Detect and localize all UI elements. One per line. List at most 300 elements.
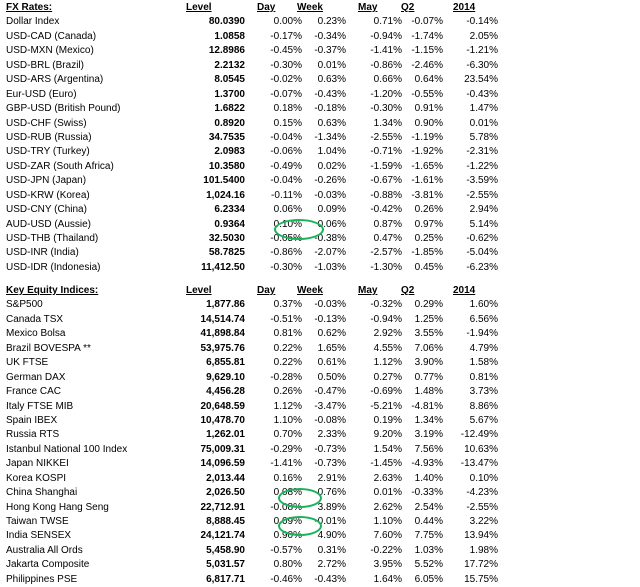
eq-q2-cell: 3.90% [414, 357, 443, 369]
fx-name-cell: USD-CHF (Swiss) [6, 117, 87, 129]
fx-ytd-cell: 5.14% [469, 218, 498, 230]
eq-q2-cell: 1.48% [414, 386, 443, 398]
fx-name-cell: USD-ARS (Argentina) [6, 74, 104, 86]
eq-may-cell: -1.45% [370, 458, 402, 470]
eq-name-cell: Taiwan TWSE [6, 516, 69, 527]
eq-level-cell: 6,817.71 [206, 573, 245, 585]
eq-q2-cell: 1.40% [414, 472, 443, 484]
fx-week-cell: 0.02% [317, 160, 346, 172]
table-row [6, 73, 634, 87]
table-row [6, 44, 634, 58]
eq-may-cell: -5.21% [370, 400, 402, 412]
fx-week-header: Week [297, 2, 323, 13]
fx-may-cell: -0.86% [370, 59, 402, 71]
table-row [6, 160, 634, 174]
fx-may-cell: 1.34% [373, 117, 402, 129]
table-row [6, 472, 634, 486]
eq-week-cell: 0.76% [317, 487, 346, 499]
eq-name-cell: Canada TSX [6, 313, 64, 325]
eq-q2-cell: 2.54% [414, 501, 443, 513]
fx-q2-cell: -0.55% [411, 88, 443, 100]
fx-q2-cell: -1.15% [411, 45, 443, 57]
eq-q2-cell: -0.33% [411, 487, 443, 499]
eq-name-cell: Mexico Bolsa [6, 328, 66, 340]
fx-level-cell: 2.0983 [214, 146, 245, 158]
eq-day-cell: 0.26% [273, 386, 302, 398]
eq-week-cell: 0.62% [317, 328, 346, 340]
fx-q2-cell: -1.61% [411, 175, 443, 187]
fx-day-cell: -0.86% [270, 247, 302, 259]
fx-may-cell: -1.20% [370, 88, 402, 100]
eq-level-cell: 2,026.50 [206, 487, 245, 499]
eq-q2-cell: 5.52% [414, 559, 443, 571]
table-row [6, 385, 634, 399]
fx-day-cell: -0.17% [270, 30, 302, 42]
fx-name-cell: AUD-USD (Aussie) [6, 218, 92, 230]
fx-day-cell: 0.18% [273, 103, 302, 115]
fx-week-cell: -0.26% [314, 175, 346, 187]
eq-week-cell: -0.43% [314, 573, 346, 585]
eq-week-cell: 1.65% [317, 342, 346, 354]
eq-name-cell: Russia RTS [6, 429, 60, 441]
table-row [6, 145, 634, 159]
fx-may-cell: -1.59% [370, 160, 402, 172]
fx-ytd-cell: -0.43% [466, 88, 498, 100]
eq-level-cell: 4,456.28 [206, 386, 245, 398]
fx-ytd-cell: -6.30% [466, 59, 498, 71]
fx-ytd-cell: 1.47% [469, 103, 498, 115]
eq-q2-cell: 7.06% [414, 342, 443, 354]
fx-name-cell: USD-RUB (Russia) [6, 131, 92, 143]
eq-may-cell: 1.54% [373, 443, 402, 455]
fx-q2-cell: 0.97% [414, 218, 443, 230]
eq-may-cell: 2.62% [373, 501, 402, 513]
table-row [6, 102, 634, 116]
fx-level-cell: 1.3700 [214, 88, 245, 100]
table-row [6, 232, 634, 246]
eq-level-cell: 8,888.45 [206, 516, 245, 527]
fx-week-cell: -0.43% [314, 88, 346, 100]
table-row [6, 117, 634, 131]
fx-q2-cell: 0.45% [414, 261, 443, 273]
eq-ytd-cell: 6.56% [469, 313, 498, 325]
fx-week-cell: 0.23% [317, 16, 346, 28]
eq-may-cell: 1.64% [373, 573, 402, 585]
eq-level-cell: 6,855.81 [206, 357, 245, 369]
fx-day-cell: 0.06% [273, 204, 302, 216]
eq-day-cell: 0.37% [273, 299, 302, 311]
equity-indices-table [6, 284, 634, 587]
fx-week-cell: -1.03% [314, 261, 346, 273]
eq-name-cell: UK FTSE [6, 357, 49, 369]
eq-day-cell: 0.09% [273, 516, 302, 527]
eq-level-header: Level [186, 285, 212, 296]
table-row [6, 457, 634, 471]
eq-rows [6, 298, 634, 587]
fx-level-cell: 34.7535 [208, 131, 245, 143]
fx-level-cell: 6.2334 [214, 204, 245, 216]
eq-ytd-cell: -13.47% [460, 458, 498, 470]
fx-week-cell: -0.37% [314, 45, 346, 57]
eq-week-cell: -0.47% [314, 386, 346, 398]
fx-may-cell: 0.87% [373, 218, 402, 230]
fx-q2-cell: 0.64% [414, 74, 443, 86]
eq-day-cell: -1.41% [270, 458, 302, 470]
fx-level-cell: 1.6822 [214, 103, 245, 115]
eq-day-cell: -0.57% [270, 544, 302, 556]
table-row [6, 189, 634, 203]
fx-q2-cell: -1.92% [411, 146, 443, 158]
eq-week-cell: -0.73% [314, 443, 346, 455]
fx-day-header: Day [257, 2, 276, 13]
eq-name-cell: Italy FTSE MIB [6, 400, 74, 412]
fx-ytd-cell: 0.01% [469, 117, 498, 129]
fx-day-cell: -0.30% [270, 59, 302, 71]
eq-week-cell: 2.33% [317, 429, 346, 441]
fx-name-cell: USD-THB (Thailand) [6, 233, 99, 244]
eq-week-cell: 2.72% [317, 559, 346, 571]
eq-q2-cell: 7.75% [414, 530, 443, 542]
eq-level-cell: 53,975.76 [200, 342, 245, 354]
fx-day-cell: -0.45% [270, 45, 302, 57]
table-row [6, 88, 634, 102]
eq-may-cell: -0.94% [370, 313, 402, 325]
table-row [6, 573, 634, 587]
eq-ytd-cell: -4.23% [466, 487, 498, 499]
eq-day-cell: 0.16% [273, 472, 302, 484]
eq-level-cell: 14,514.74 [200, 313, 245, 325]
eq-name-cell: France CAC [6, 386, 62, 398]
fx-q2-cell: 0.26% [414, 204, 443, 216]
fx-q2-cell: -1.19% [411, 131, 443, 143]
fx-level-cell: 80.0390 [208, 16, 245, 28]
fx-name-cell: USD-IDR (Indonesia) [6, 261, 101, 273]
fx-may-cell: 0.71% [373, 16, 402, 28]
eq-name-cell: S&P500 [6, 299, 43, 311]
table-row [6, 131, 634, 145]
eq-day-cell: 1.12% [273, 400, 302, 412]
eq-may-cell: 0.01% [373, 487, 402, 499]
eq-week-cell: 3.89% [317, 501, 346, 513]
fx-day-cell: -0.07% [270, 88, 302, 100]
fx-level-cell: 2.2132 [214, 59, 245, 71]
fx-level-cell: 1.0858 [214, 30, 245, 42]
fx-week-cell: 0.01% [317, 59, 346, 71]
table-row [6, 486, 634, 500]
fx-name-cell: USD-ZAR (South Africa) [6, 160, 114, 172]
fx-week-cell: -2.07% [314, 247, 346, 259]
eq-week-cell: -0.13% [314, 313, 346, 325]
eq-header-row [6, 284, 634, 298]
eq-day-cell: 0.70% [273, 429, 302, 441]
eq-q2-cell: 0.44% [414, 516, 443, 527]
eq-level-cell: 9,629.10 [206, 371, 245, 383]
eq-day-cell: -0.29% [270, 443, 302, 455]
table-row [6, 313, 634, 327]
eq-week-cell: -0.03% [314, 299, 346, 311]
eq-week-cell: 0.50% [317, 371, 346, 383]
eq-ytd-cell: 1.58% [469, 357, 498, 369]
eq-level-cell: 24,121.74 [200, 530, 245, 542]
eq-week-cell: 4.90% [317, 530, 346, 542]
fx-name-cell: USD-INR (India) [6, 247, 79, 259]
fx-week-cell: -0.03% [314, 189, 346, 201]
table-row [6, 400, 634, 414]
eq-ytd-cell: 1.60% [469, 299, 498, 311]
fx-level-cell: 11,412.50 [201, 261, 245, 273]
eq-ytd-cell: 13.94% [464, 530, 498, 542]
eq-week-cell: -0.73% [314, 458, 346, 470]
eq-level-cell: 41,898.84 [200, 328, 245, 340]
table-row [6, 529, 634, 543]
fx-level-cell: 10.3580 [208, 160, 245, 172]
eq-may-cell: 3.95% [373, 559, 402, 571]
eq-ytd-cell: 0.81% [469, 371, 498, 383]
eq-week-cell: -3.47% [314, 400, 346, 412]
eq-week-header: Week [297, 285, 323, 296]
table-row [6, 174, 634, 188]
fx-may-cell: -0.67% [370, 175, 402, 187]
fx-day-cell: 0.10% [273, 218, 302, 230]
eq-may-cell: 4.55% [373, 342, 402, 354]
eq-may-header: May [358, 285, 378, 296]
eq-level-cell: 22,712.91 [200, 501, 245, 513]
fx-day-cell: 0.00% [273, 16, 302, 28]
fx-may-cell: -0.88% [370, 189, 402, 201]
eq-name-cell: Istanbul National 100 Index [6, 443, 128, 455]
fx-q2-cell: -2.46% [411, 59, 443, 71]
fx-name-cell: Eur-USD (Euro) [6, 88, 77, 100]
fx-ytd-cell: 2.05% [469, 30, 498, 42]
table-row [6, 30, 634, 44]
eq-level-cell: 1,262.01 [206, 429, 245, 441]
fx-day-cell: -0.30% [270, 261, 302, 273]
fx-week-cell: -0.34% [314, 30, 346, 42]
eq-ytd-cell: 8.86% [469, 400, 498, 412]
eq-day-cell: 0.80% [273, 559, 302, 571]
eq-name-cell: Brazil BOVESPA ** [6, 342, 91, 354]
fx-may-cell: -0.42% [370, 204, 402, 216]
table-row [6, 428, 634, 442]
eq-name-cell: Australia All Ords [6, 544, 83, 556]
fx-may-cell: -1.41% [370, 45, 402, 57]
eq-level-cell: 14,096.59 [200, 458, 245, 470]
fx-q2-cell: -3.81% [411, 189, 443, 201]
fx-header-row [6, 1, 634, 15]
eq-day-cell: 0.22% [273, 357, 302, 369]
fx-day-cell: -0.11% [271, 189, 302, 201]
eq-level-cell: 20,648.59 [200, 400, 245, 412]
eq-may-cell: 2.92% [373, 328, 402, 340]
table-row [6, 342, 634, 356]
fx-may-cell: -0.94% [370, 30, 402, 42]
eq-day-cell: -0.46% [270, 573, 302, 585]
table-row [6, 544, 634, 558]
eq-level-cell: 10,478.70 [200, 414, 245, 426]
fx-q2-cell: 0.25% [414, 233, 443, 244]
fx-rows [6, 15, 634, 275]
table-row [6, 218, 634, 232]
eq-ytd-cell: 0.10% [469, 472, 498, 484]
eq-q2-cell: 7.56% [414, 443, 443, 455]
table-row [6, 15, 634, 29]
eq-day-cell: 0.90% [273, 530, 302, 542]
eq-day-cell: -0.51% [270, 313, 302, 325]
fx-name-cell: GBP-USD (British Pound) [6, 103, 121, 115]
eq-name-cell: China Shanghai [6, 487, 78, 499]
eq-name-cell: India SENSEX [6, 530, 72, 542]
eq-q2-cell: 0.29% [414, 299, 443, 311]
table-row [6, 443, 634, 457]
fx-level-cell: 32.5030 [208, 233, 245, 244]
fx-day-cell: -0.04% [270, 175, 302, 187]
fx-day-cell: -0.02% [270, 74, 302, 86]
fx-level-cell: 1,024.16 [206, 189, 245, 201]
fx-ytd-cell: -1.22% [466, 160, 498, 172]
fx-ytd-cell: -0.62% [466, 233, 498, 244]
eq-q2-cell: 1.25% [414, 313, 443, 325]
eq-day-cell: -0.08% [270, 501, 302, 513]
fx-ytd-cell: -1.21% [466, 45, 498, 57]
fx-week-cell: -0.38% [314, 233, 346, 244]
eq-may-cell: -0.32% [370, 299, 402, 311]
fx-name-cell: USD-TRY (Turkey) [6, 146, 90, 158]
fx-day-cell: 0.15% [273, 117, 302, 129]
eq-name-cell: Philippines PSE [6, 573, 78, 585]
fx-ytd-cell: -6.23% [466, 261, 498, 273]
fx-name-cell: USD-JPN (Japan) [6, 175, 87, 187]
fx-name-cell: Dollar Index [6, 16, 60, 28]
eq-q2-cell: 0.77% [414, 371, 443, 383]
table-row [6, 356, 634, 370]
eq-name-cell: Hong Kong Hang Seng [6, 501, 109, 513]
fx-level-cell: 0.8920 [214, 117, 245, 129]
eq-level-cell: 5,031.57 [206, 559, 245, 571]
eq-may-cell: -0.22% [370, 544, 402, 556]
eq-ytd-cell: 5.67% [469, 414, 498, 426]
eq-day-cell: -0.28% [270, 371, 302, 383]
eq-may-cell: 2.63% [373, 472, 402, 484]
eq-day-cell: 0.81% [273, 328, 302, 340]
fx-week-cell: 0.63% [317, 117, 346, 129]
table-row [6, 203, 634, 217]
fx-may-cell: -1.30% [370, 261, 402, 273]
eq-name-cell: Korea KOSPI [6, 472, 67, 484]
fx-level-cell: 0.9364 [214, 218, 245, 230]
eq-ytd-cell: -1.94% [466, 328, 498, 340]
fx-ytd-cell: -3.59% [466, 175, 498, 187]
eq-may-cell: 1.12% [373, 357, 402, 369]
eq-day-cell: 1.10% [273, 414, 302, 426]
fx-ytd-cell: -5.04% [466, 247, 498, 259]
table-row [6, 558, 634, 572]
eq-may-cell: 9.20% [373, 429, 402, 441]
fx-level-cell: 58.7825 [208, 247, 245, 259]
eq-name-cell: German DAX [6, 371, 66, 383]
eq-week-cell: 0.31% [317, 544, 346, 556]
eq-week-cell: 0.61% [317, 357, 346, 369]
eq-may-cell: 0.19% [373, 414, 402, 426]
table-row [6, 246, 634, 260]
eq-week-cell: -0.01% [314, 516, 346, 527]
fx-may-header: May [358, 2, 378, 13]
eq-q2-cell: 1.34% [414, 414, 443, 426]
fx-rates-table [6, 1, 634, 275]
fx-name-cell: USD-BRL (Brazil) [6, 59, 84, 71]
fx-week-cell: 0.06% [317, 218, 346, 230]
eq-level-cell: 5,458.90 [206, 544, 245, 556]
eq-ytd-cell: 4.79% [469, 342, 498, 354]
fx-level-cell: 101.5400 [203, 175, 245, 187]
fx-day-cell: -0.04% [270, 131, 302, 143]
fx-may-cell: -0.30% [370, 103, 402, 115]
fx-level-cell: 12.8986 [208, 45, 245, 57]
eq-q2-header: Q2 [401, 285, 415, 296]
eq-may-cell: 7.60% [373, 530, 402, 542]
eq-day-cell: 0.08% [273, 487, 302, 499]
eq-week-cell: -0.08% [314, 414, 346, 426]
eq-ytd-cell: 15.75% [464, 573, 498, 585]
fx-week-cell: 1.04% [317, 146, 346, 158]
eq-name-cell: Spain IBEX [6, 414, 58, 426]
fx-week-cell: -1.34% [314, 131, 346, 143]
table-row [6, 261, 634, 275]
fx-q2-header: Q2 [401, 2, 415, 13]
fx-q2-cell: 0.90% [414, 117, 443, 129]
eq-ytd-cell: -2.55% [466, 501, 498, 513]
eq-level-cell: 1,877.86 [206, 299, 245, 311]
eq-q2-cell: 3.55% [414, 328, 443, 340]
eq-may-cell: -0.69% [370, 386, 402, 398]
fx-day-cell: -0.49% [270, 160, 302, 172]
fx-ytd-cell: 5.78% [469, 131, 498, 143]
fx-level-cell: 8.0545 [214, 74, 245, 86]
eq-q2-cell: 1.03% [414, 544, 443, 556]
fx-week-cell: 0.09% [317, 204, 346, 216]
fx-ytd-cell: -2.55% [466, 189, 498, 201]
eq-day-cell: 0.22% [273, 342, 302, 354]
fx-ytd-cell: -0.14% [466, 16, 498, 28]
fx-week-cell: 0.63% [317, 74, 346, 86]
fx-q2-cell: 0.91% [414, 103, 443, 115]
eq-ytd-cell: 1.98% [469, 544, 498, 556]
fx-level-header: Level [186, 2, 212, 13]
table-row [6, 515, 634, 529]
eq-title: Key Equity Indices: [6, 285, 99, 296]
table-row [6, 371, 634, 385]
eq-may-cell: 0.27% [373, 371, 402, 383]
fx-title: FX Rates: [6, 2, 53, 13]
fx-ytd-cell: 23.54% [464, 74, 498, 86]
fx-name-cell: USD-CNY (China) [6, 204, 87, 216]
fx-name-cell: USD-MXN (Mexico) [6, 45, 94, 57]
fx-week-cell: -0.18% [314, 103, 346, 115]
eq-q2-cell: -4.93% [411, 458, 443, 470]
eq-name-cell: Japan NIKKEI [6, 458, 69, 470]
fx-q2-cell: -1.65% [411, 160, 443, 172]
table-row [6, 327, 634, 341]
table-row [6, 298, 634, 312]
fx-may-cell: -2.55% [370, 131, 402, 143]
eq-ytd-cell: 3.73% [469, 386, 498, 398]
fx-may-cell: -2.57% [370, 247, 402, 259]
fx-may-cell: 0.66% [373, 74, 402, 86]
table-row [6, 414, 634, 428]
eq-q2-cell: 3.19% [414, 429, 443, 441]
fx-q2-cell: -1.85% [411, 247, 443, 259]
fx-day-cell: -0.05% [270, 233, 302, 244]
eq-name-cell: Jakarta Composite [6, 559, 90, 571]
